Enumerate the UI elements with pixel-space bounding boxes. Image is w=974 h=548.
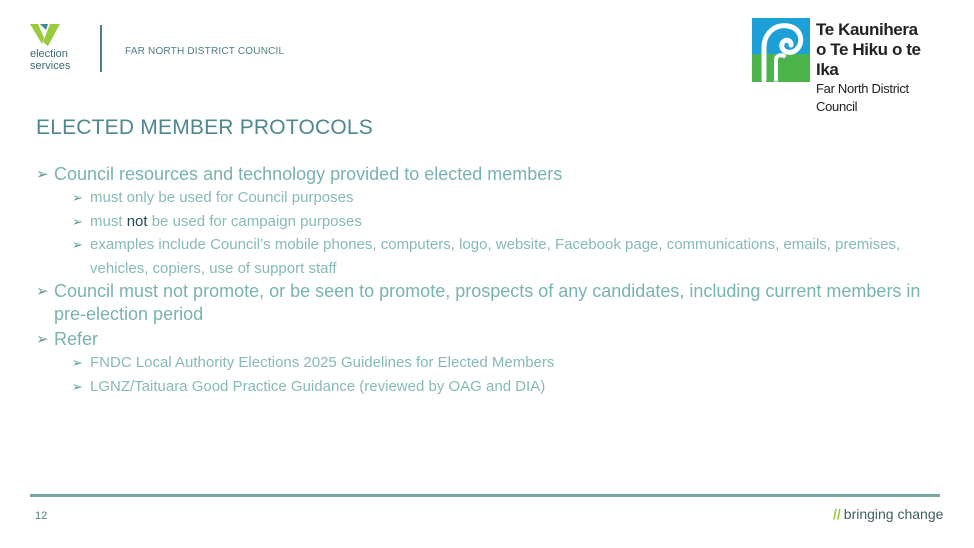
bullet-text: Refer bbox=[54, 329, 99, 349]
sub-bullet-item bbox=[36, 351, 936, 375]
sub-bullet-text: LGNZ/Taituara Good Practice Guidance (reviewed by OAG and DIA) bbox=[90, 377, 546, 395]
sub-bullet-text-pre: must bbox=[90, 212, 127, 230]
arrow-bullet-icon: ➢ bbox=[72, 213, 83, 229]
koru-logo-icon bbox=[752, 18, 810, 82]
emphasis-not: not bbox=[126, 212, 148, 230]
fndc-line-3: Far North District Council bbox=[816, 81, 909, 114]
election-services-v-logo-icon bbox=[30, 24, 74, 46]
sub-bullet-text: examples include Council’s mobile phones, computers, logo, website, Facebook page, communications, emails, premises, vehicles, copiers, use of support staff bbox=[90, 236, 901, 277]
bullet-item bbox=[36, 280, 936, 326]
arrow-bullet-icon: ➢ bbox=[36, 283, 49, 300]
fndc-wordmark bbox=[816, 20, 942, 116]
arrow-bullet-icon: ➢ bbox=[72, 237, 83, 252]
slide-content bbox=[36, 163, 936, 398]
election-services-wordmark bbox=[30, 49, 70, 72]
brand-line-2: services bbox=[30, 59, 71, 72]
fndc-logo bbox=[752, 18, 942, 114]
bullet-text: Council must not promote, or be seen to promote, prospects of any candidates, including current members in pre-election period bbox=[54, 281, 921, 324]
page-number: 12 bbox=[35, 510, 48, 522]
slide-title: ELECTED MEMBER PROTOCOLS bbox=[36, 116, 373, 139]
arrow-bullet-icon: ➢ bbox=[72, 190, 83, 205]
fndc-line-2: o Te Hiku o te Ika bbox=[816, 40, 921, 79]
tagline-text: bringing change bbox=[843, 506, 944, 522]
arrow-bullet-icon: ➢ bbox=[72, 378, 83, 394]
arrow-bullet-icon: ➢ bbox=[36, 331, 49, 348]
brand-line-1: election bbox=[30, 48, 68, 60]
sub-bullet-item bbox=[36, 375, 936, 399]
sub-bullet-item bbox=[36, 186, 936, 210]
footer-divider bbox=[30, 494, 940, 497]
council-label: FAR NORTH DISTRICT COUNCIL bbox=[125, 46, 285, 57]
tagline-slash-mark: // bbox=[833, 506, 841, 522]
sub-bullet-text: must only be used for Council purposes bbox=[90, 189, 354, 206]
sub-bullet-item bbox=[36, 233, 936, 280]
sub-bullet-text-post: be used for campaign purposes bbox=[147, 212, 362, 230]
bullet-item bbox=[36, 328, 936, 351]
arrow-bullet-icon: ➢ bbox=[36, 166, 49, 183]
election-services-logo bbox=[30, 24, 90, 76]
sub-bullet-item bbox=[36, 210, 936, 234]
bullet-text: Council resources and technology provided to elected members bbox=[54, 164, 563, 184]
sub-bullet-text: FNDC Local Authority Elections 2025 Guidelines for Elected Members bbox=[90, 354, 555, 371]
bullet-item bbox=[36, 163, 936, 186]
fndc-line-1: Te Kaunihera bbox=[816, 20, 918, 39]
tagline bbox=[833, 506, 943, 522]
arrow-bullet-icon: ➢ bbox=[72, 355, 83, 370]
header-divider bbox=[100, 25, 102, 72]
